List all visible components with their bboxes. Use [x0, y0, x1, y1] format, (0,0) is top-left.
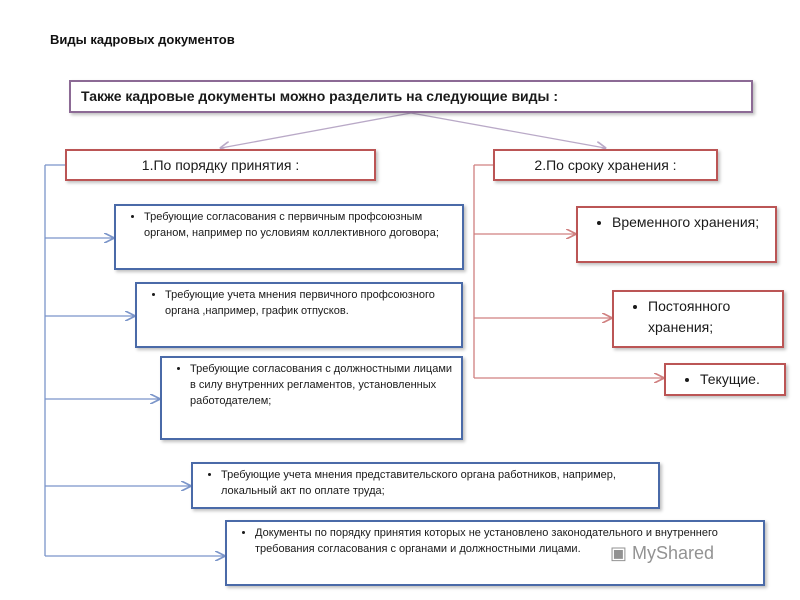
watermark-text: MyShared: [632, 543, 715, 563]
list-item: • Требующие согласования с должностными лицами в силу внутренних регламентов, установленных работодателем;: [190, 362, 455, 410]
watermark: [610, 543, 714, 564]
page-title: Виды кадровых документов: [50, 32, 235, 47]
list-item: • Требующие учета мнения первичного профсоюзного органа ,например, график отпусков.: [165, 288, 455, 320]
left-item-3: [160, 356, 463, 440]
watermark-icon: ▣: [610, 543, 628, 563]
right-item-2: [612, 290, 784, 348]
category-label: 1.По порядку принятия :: [141, 157, 300, 173]
left-item-4: [191, 462, 660, 509]
arrow-header-to-left: [221, 113, 411, 148]
right-item-1: [576, 206, 777, 263]
arrow-header-to-right: [411, 113, 605, 148]
list-item: • Текущие.: [700, 369, 776, 390]
list-item: • Постоянного хранения;: [648, 296, 774, 338]
list-item: • Требующие согласования с первичным профсоюзным органом, например по условиям коллективного договора;: [144, 210, 456, 242]
list-item: • Документы по порядку принятия которых не установлено законодательного и внутреннего требования согласования с органами и должностными лицами.: [255, 526, 757, 558]
header-text: Также кадровые документы можно разделить на следующие виды :: [81, 88, 559, 104]
right-item-3: [664, 363, 786, 396]
category-label: 2.По сроку хранения :: [534, 157, 677, 173]
list-item: • Временного хранения;: [612, 212, 767, 233]
category-order-of-adoption: [65, 149, 376, 181]
category-storage-period: [493, 149, 718, 181]
list-item: • Требующие учета мнения представительского органа работников, например, локальный акт по оплате труда;: [221, 468, 652, 500]
header-box: [69, 80, 753, 113]
left-item-1: [114, 204, 464, 270]
left-item-2: [135, 282, 463, 348]
